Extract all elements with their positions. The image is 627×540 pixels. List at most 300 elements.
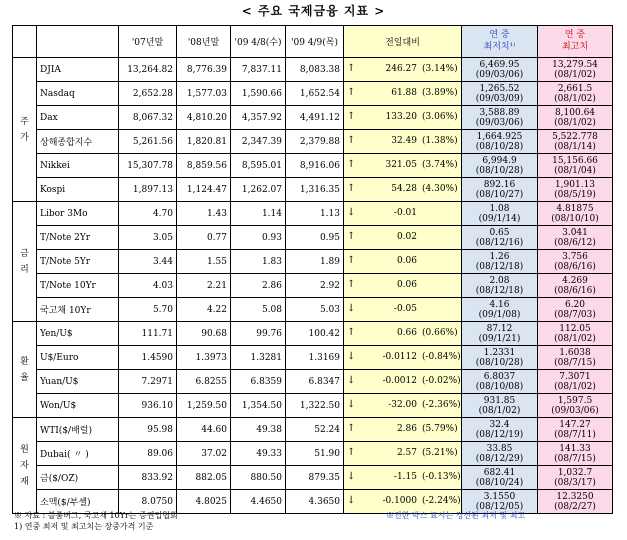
- change-cell: [344, 58, 462, 82]
- change-cell: [344, 346, 462, 370]
- year-low-date: (08/12/16): [475, 237, 524, 248]
- change-percent: (3.74%): [422, 160, 458, 170]
- value-08: 2.21: [177, 274, 231, 298]
- table-row: [13, 394, 613, 418]
- table-row: [13, 58, 613, 82]
- value-07: 8.0750: [119, 490, 177, 514]
- year-high-cell: [538, 298, 613, 322]
- arrow-up-icon: ↑: [347, 135, 356, 146]
- value-0408: 5.08: [231, 298, 286, 322]
- category-commodities: 원 자 재: [13, 418, 37, 514]
- indicator-name: T/Note 5Yr: [37, 250, 119, 274]
- value-07: 936.10: [119, 394, 177, 418]
- value-07: 3.44: [119, 250, 177, 274]
- value-0409: 879.35: [286, 466, 344, 490]
- page-title: < 주요 국제금융 지표 >: [241, 4, 386, 18]
- header-change: 전일대비: [344, 26, 462, 58]
- indicator-name: Won/U$: [37, 394, 119, 418]
- year-low-value: 32.4: [489, 419, 510, 430]
- year-high-value: 4.81875: [556, 203, 594, 214]
- change-cell: [344, 466, 462, 490]
- year-low-value: 682.41: [483, 467, 516, 478]
- year-low-date: (08/10/28): [475, 141, 524, 152]
- value-07: 13,264.82: [119, 58, 177, 82]
- year-low-date: (09/03/06): [475, 117, 524, 128]
- indicator-name: Kospi: [37, 178, 119, 202]
- year-high-date: (08/6/12): [554, 237, 596, 248]
- value-0409: 1,316.35: [286, 178, 344, 202]
- change-percent: (3.14%): [422, 64, 458, 74]
- arrow-down-icon: ↓: [347, 375, 356, 386]
- year-low-date: (08/12/18): [475, 261, 524, 272]
- year-high-value: 1,901.13: [554, 179, 596, 190]
- arrow-up-icon: ↑: [347, 447, 356, 458]
- year-high-value: 8,100.64: [554, 107, 596, 118]
- arrow-down-icon: ↓: [347, 399, 356, 410]
- arrow-up-icon: ↑: [347, 111, 356, 122]
- table-row: [13, 298, 613, 322]
- header-low-line1: 연 중: [489, 30, 510, 41]
- year-high-cell: [538, 346, 613, 370]
- arrow-up-icon: ↑: [347, 159, 356, 170]
- year-low-date: (08/12/29): [475, 453, 524, 464]
- year-low-date: (08/10/24): [475, 477, 524, 488]
- indicator-name: Nikkei: [37, 154, 119, 178]
- change-percent: (3.89%): [422, 88, 458, 98]
- value-08: 4,810.20: [177, 106, 231, 130]
- year-low-cell: [462, 226, 538, 250]
- year-high-cell: [538, 154, 613, 178]
- year-high-cell: [538, 130, 613, 154]
- year-low-value: 6.8037: [483, 371, 516, 382]
- value-07: 5,261.56: [119, 130, 177, 154]
- value-07: 1.4590: [119, 346, 177, 370]
- year-low-date: (09/1/21): [478, 333, 521, 344]
- change-cell: [344, 154, 462, 178]
- year-low-value: 4.16: [489, 299, 510, 310]
- year-high-value: 4.269: [562, 275, 588, 286]
- indicator-name: 소맥($/부셸): [37, 490, 119, 514]
- value-0409: 2.92: [286, 274, 344, 298]
- arrow-down-icon: ↓: [347, 303, 356, 314]
- table-row: [13, 130, 613, 154]
- table-row: [13, 202, 613, 226]
- table-row: [13, 322, 613, 346]
- footnote-1: 1) 연중 최저 및 최고치는 장중가격 기준: [14, 522, 154, 531]
- indicator-name: U$/Euro: [37, 346, 119, 370]
- header-07: '07년말: [119, 26, 177, 58]
- value-07: 833.92: [119, 466, 177, 490]
- year-high-cell: [538, 202, 613, 226]
- year-low-date: (08/1/02): [478, 405, 521, 416]
- year-low-date: (08/12/19): [475, 429, 524, 440]
- change-percent: (3.06%): [422, 112, 458, 122]
- change-cell: [344, 202, 462, 226]
- year-low-value: 892.16: [483, 179, 516, 190]
- value-0409: 0.95: [286, 226, 344, 250]
- indicator-name: Dubai( 〃 ): [37, 442, 119, 466]
- change-cell: [344, 370, 462, 394]
- indicator-name: 상해종합지수: [37, 130, 119, 154]
- year-low-value: 1,265.52: [479, 83, 520, 94]
- year-high-date: (09/03/06): [551, 405, 599, 416]
- year-low-cell: [462, 154, 538, 178]
- year-low-date: (08/10/28): [475, 357, 524, 368]
- year-low-cell: [462, 82, 538, 106]
- year-low-cell: [462, 202, 538, 226]
- arrow-down-icon: ↓: [347, 495, 356, 506]
- change-value: -0.0112: [382, 352, 417, 362]
- year-high-date: (08/1/14): [554, 141, 596, 152]
- value-0409: 1,322.50: [286, 394, 344, 418]
- year-low-cell: [462, 106, 538, 130]
- value-0409: 2,379.88: [286, 130, 344, 154]
- value-0408: 1.14: [231, 202, 286, 226]
- year-high-cell: [538, 370, 613, 394]
- value-07: 111.71: [119, 322, 177, 346]
- value-0408: 4.4650: [231, 490, 286, 514]
- year-high-date: (08/7/15): [554, 453, 596, 464]
- change-percent: (-0.02%): [422, 376, 461, 386]
- arrow-up-icon: ↑: [347, 423, 356, 434]
- year-high-date: (08/1/04): [554, 165, 596, 176]
- year-high-date: (08/6/16): [554, 261, 596, 272]
- footnote-highlight: ※진한 박스 표시는 경신된 최저 및 최고: [386, 511, 526, 520]
- change-percent: (5.21%): [422, 448, 458, 458]
- table-row: [13, 370, 613, 394]
- indicator-table: [12, 25, 613, 514]
- value-08: 882.05: [177, 466, 231, 490]
- value-0409: 4.3650: [286, 490, 344, 514]
- value-0409: 8,916.06: [286, 154, 344, 178]
- year-high-value: 5,522.778: [552, 131, 598, 142]
- category-stocks: 주 가: [13, 58, 37, 202]
- value-0409: 6.8347: [286, 370, 344, 394]
- year-low-cell: [462, 322, 538, 346]
- change-value: -0.0012: [382, 376, 417, 386]
- change-percent: (5.79%): [422, 424, 458, 434]
- change-cell: [344, 130, 462, 154]
- table-row: [13, 106, 613, 130]
- change-value: 54.28: [391, 184, 417, 194]
- change-percent: (1.38%): [422, 136, 458, 146]
- year-low-cell: [462, 394, 538, 418]
- value-07: 7.2971: [119, 370, 177, 394]
- value-08: 90.68: [177, 322, 231, 346]
- table-row: [13, 346, 613, 370]
- year-low-date: (09/03/09): [475, 93, 524, 104]
- change-cell: [344, 250, 462, 274]
- value-0409: 52.24: [286, 418, 344, 442]
- value-08: 1,124.47: [177, 178, 231, 202]
- year-low-cell: [462, 346, 538, 370]
- value-0408: 1,262.07: [231, 178, 286, 202]
- year-high-date: (08/1/02): [554, 333, 596, 344]
- year-low-cell: [462, 58, 538, 82]
- arrow-up-icon: ↑: [347, 327, 356, 338]
- arrow-up-icon: ↑: [347, 183, 356, 194]
- year-high-value: 15,156.66: [552, 155, 598, 166]
- value-07: 15,307.78: [119, 154, 177, 178]
- indicator-name: Yuan/U$: [37, 370, 119, 394]
- year-high-date: (08/7/03): [554, 309, 596, 320]
- year-high-date: (08/7/15): [554, 357, 596, 368]
- change-percent: (-0.84%): [422, 352, 461, 362]
- year-high-date: (08/1/02): [554, 117, 596, 128]
- change-value: 321.05: [385, 160, 417, 170]
- year-low-cell: [462, 274, 538, 298]
- change-value: 0.06: [396, 256, 417, 266]
- value-08: 4.8025: [177, 490, 231, 514]
- year-low-cell: [462, 370, 538, 394]
- indicator-name: 국고채 10Yr: [37, 298, 119, 322]
- year-low-date: (09/1/14): [478, 213, 521, 224]
- table-body: [13, 58, 613, 514]
- year-high-cell: [538, 82, 613, 106]
- indicator-name: Yen/U$: [37, 322, 119, 346]
- header-0408: '09 4/8(수): [231, 26, 286, 58]
- change-cell: [344, 442, 462, 466]
- year-low-cell: [462, 130, 538, 154]
- table-row: [13, 82, 613, 106]
- header-high-line1: 연 중: [564, 30, 586, 41]
- arrow-up-icon: ↑: [347, 255, 356, 266]
- value-07: 4.03: [119, 274, 177, 298]
- year-high-value: 2,661.5: [557, 83, 593, 94]
- value-0408: 4,357.92: [231, 106, 286, 130]
- change-cell: [344, 106, 462, 130]
- value-0408: 1,590.66: [231, 82, 286, 106]
- arrow-down-icon: ↓: [347, 351, 356, 362]
- year-high-cell: [538, 178, 613, 202]
- indicator-name: T/Note 2Yr: [37, 226, 119, 250]
- value-0409: 1.3169: [286, 346, 344, 370]
- year-low-date: (08/10/08): [475, 381, 524, 392]
- change-cell: [344, 298, 462, 322]
- value-07: 3.05: [119, 226, 177, 250]
- value-0409: 1.89: [286, 250, 344, 274]
- value-0409: 8,083.38: [286, 58, 344, 82]
- category-rates: 금 리: [13, 202, 37, 322]
- arrow-up-icon: ↑: [347, 279, 356, 290]
- year-high-value: 3.041: [562, 227, 588, 238]
- year-high-date: (08/3/17): [554, 477, 596, 488]
- year-high-date: (08/7/11): [554, 429, 596, 440]
- header-0409: '09 4/9(목): [286, 26, 344, 58]
- year-low-cell: [462, 250, 538, 274]
- header-blank-name: [37, 26, 119, 58]
- change-percent: (-2.36%): [422, 400, 461, 410]
- year-low-date: (08/12/05): [475, 501, 524, 512]
- indicator-name: Libor 3Mo: [37, 202, 119, 226]
- value-0409: 1,652.54: [286, 82, 344, 106]
- change-value: 0.66: [396, 328, 417, 338]
- value-07: 8,067.32: [119, 106, 177, 130]
- indicator-name: T/Note 10Yr: [37, 274, 119, 298]
- table-row: [13, 466, 613, 490]
- year-low-value: 0.65: [489, 227, 510, 238]
- change-value: -32.00: [388, 400, 417, 410]
- value-08: 37.02: [177, 442, 231, 466]
- change-cell: [344, 418, 462, 442]
- arrow-up-icon: ↑: [347, 87, 356, 98]
- value-0408: 0.93: [231, 226, 286, 250]
- value-0408: 2,347.39: [231, 130, 286, 154]
- change-cell: [344, 394, 462, 418]
- year-low-date: (09/03/06): [475, 69, 524, 80]
- year-low-date: (08/12/18): [475, 285, 524, 296]
- year-low-cell: [462, 442, 538, 466]
- year-high-value: 141.33: [559, 443, 591, 454]
- header-high-line2: 최고치: [561, 41, 589, 52]
- change-value: 2.86: [396, 424, 417, 434]
- value-0408: 99.76: [231, 322, 286, 346]
- header-low: [462, 26, 538, 58]
- value-07: 5.70: [119, 298, 177, 322]
- year-low-value: 3,588.89: [479, 107, 520, 118]
- value-0409: 4,491.12: [286, 106, 344, 130]
- change-cell: [344, 322, 462, 346]
- header-low-line2: 최저치¹⁾: [483, 41, 516, 52]
- year-high-date: (08/10/10): [551, 213, 599, 224]
- table-row: [13, 154, 613, 178]
- change-value: 2.57: [396, 448, 417, 458]
- year-high-value: 147.27: [559, 419, 591, 430]
- arrow-down-icon: ↓: [347, 207, 356, 218]
- footnote-source: ※ 자료 : 블룸버그, 국고채 10Yr는 증권업협회: [14, 511, 178, 520]
- category-fx: 환 율: [13, 322, 37, 418]
- year-low-value: 1.2331: [483, 347, 516, 358]
- change-value: 0.06: [396, 280, 417, 290]
- value-08: 8,776.39: [177, 58, 231, 82]
- change-cell: [344, 82, 462, 106]
- footnotes: [14, 510, 178, 532]
- value-07: 1,897.13: [119, 178, 177, 202]
- year-high-date: (08/1/02): [554, 93, 596, 104]
- change-percent: (-0.13%): [422, 472, 461, 482]
- year-high-date: (08/5/19): [554, 189, 596, 200]
- value-07: 89.06: [119, 442, 177, 466]
- change-value: 246.27: [385, 64, 417, 74]
- change-value: -1.15: [393, 472, 417, 482]
- table-row: [13, 442, 613, 466]
- year-high-cell: [538, 226, 613, 250]
- year-high-value: 7.3071: [559, 371, 591, 382]
- year-low-value: 2.08: [489, 275, 510, 286]
- year-high-cell: [538, 106, 613, 130]
- year-low-date: (08/10/28): [475, 165, 524, 176]
- indicator-name: Nasdaq: [37, 82, 119, 106]
- header-blank: [13, 26, 37, 58]
- change-percent: (-2.24%): [422, 496, 461, 506]
- year-low-value: 3.1550: [483, 491, 516, 502]
- year-high-cell: [538, 322, 613, 346]
- change-value: 32.49: [391, 136, 417, 146]
- change-value: 0.02: [396, 232, 417, 242]
- value-08: 1.43: [177, 202, 231, 226]
- year-low-date: (09/1/08): [478, 309, 521, 320]
- value-07: 95.98: [119, 418, 177, 442]
- change-value: 61.88: [391, 88, 417, 98]
- value-08: 1,577.03: [177, 82, 231, 106]
- year-high-date: (08/1/02): [554, 69, 596, 80]
- indicator-name: DJIA: [37, 58, 119, 82]
- value-0408: 1.3281: [231, 346, 286, 370]
- year-high-value: 1,597.5: [557, 395, 593, 406]
- year-high-cell: [538, 418, 613, 442]
- year-low-value: 1,664.925: [476, 131, 523, 142]
- value-0408: 880.50: [231, 466, 286, 490]
- header-08: '08년말: [177, 26, 231, 58]
- year-low-value: 6,994.9: [482, 155, 517, 166]
- table-row: [13, 178, 613, 202]
- value-08: 0.77: [177, 226, 231, 250]
- value-0408: 2.86: [231, 274, 286, 298]
- header-high: [538, 26, 613, 58]
- change-percent: (0.66%): [422, 328, 458, 338]
- table-row: [13, 226, 613, 250]
- year-high-cell: [538, 466, 613, 490]
- value-08: 6.8255: [177, 370, 231, 394]
- year-high-date: (08/6/16): [554, 285, 596, 296]
- arrow-up-icon: ↑: [347, 63, 356, 74]
- year-low-date: (08/10/27): [475, 189, 524, 200]
- change-cell: [344, 274, 462, 298]
- year-high-cell: [538, 250, 613, 274]
- change-value: -0.1000: [382, 496, 417, 506]
- value-0408: 1,354.50: [231, 394, 286, 418]
- value-0409: 51.90: [286, 442, 344, 466]
- table-row: [13, 250, 613, 274]
- year-low-value: 33.85: [486, 443, 513, 454]
- change-value: -0.05: [393, 304, 417, 314]
- value-0408: 8,595.01: [231, 154, 286, 178]
- change-cell: [344, 226, 462, 250]
- change-value: -0.01: [393, 208, 417, 218]
- value-0408: 49.33: [231, 442, 286, 466]
- year-high-cell: [538, 442, 613, 466]
- value-0409: 5.03: [286, 298, 344, 322]
- value-07: 2,652.28: [119, 82, 177, 106]
- year-high-value: 12.3250: [556, 491, 594, 502]
- year-high-date: (08/1/02): [554, 381, 596, 392]
- arrow-up-icon: ↑: [347, 231, 356, 242]
- value-08: 1,820.81: [177, 130, 231, 154]
- value-08: 1.55: [177, 250, 231, 274]
- header-row: [13, 26, 613, 58]
- change-percent: (4.30%): [422, 184, 458, 194]
- year-low-cell: [462, 466, 538, 490]
- year-low-cell: [462, 298, 538, 322]
- table-row: [13, 274, 613, 298]
- value-08: 4.22: [177, 298, 231, 322]
- indicator-name: Dax: [37, 106, 119, 130]
- year-high-cell: [538, 394, 613, 418]
- value-08: 44.60: [177, 418, 231, 442]
- table-row: [13, 418, 613, 442]
- value-0409: 100.42: [286, 322, 344, 346]
- change-value: 133.20: [385, 112, 417, 122]
- year-high-value: 6.20: [564, 299, 586, 310]
- year-low-cell: [462, 178, 538, 202]
- value-0408: 6.8359: [231, 370, 286, 394]
- year-high-cell: [538, 58, 613, 82]
- value-0408: 49.38: [231, 418, 286, 442]
- year-high-value: 112.05: [559, 323, 591, 334]
- value-08: 1,259.50: [177, 394, 231, 418]
- year-high-cell: [538, 490, 613, 514]
- change-cell: [344, 178, 462, 202]
